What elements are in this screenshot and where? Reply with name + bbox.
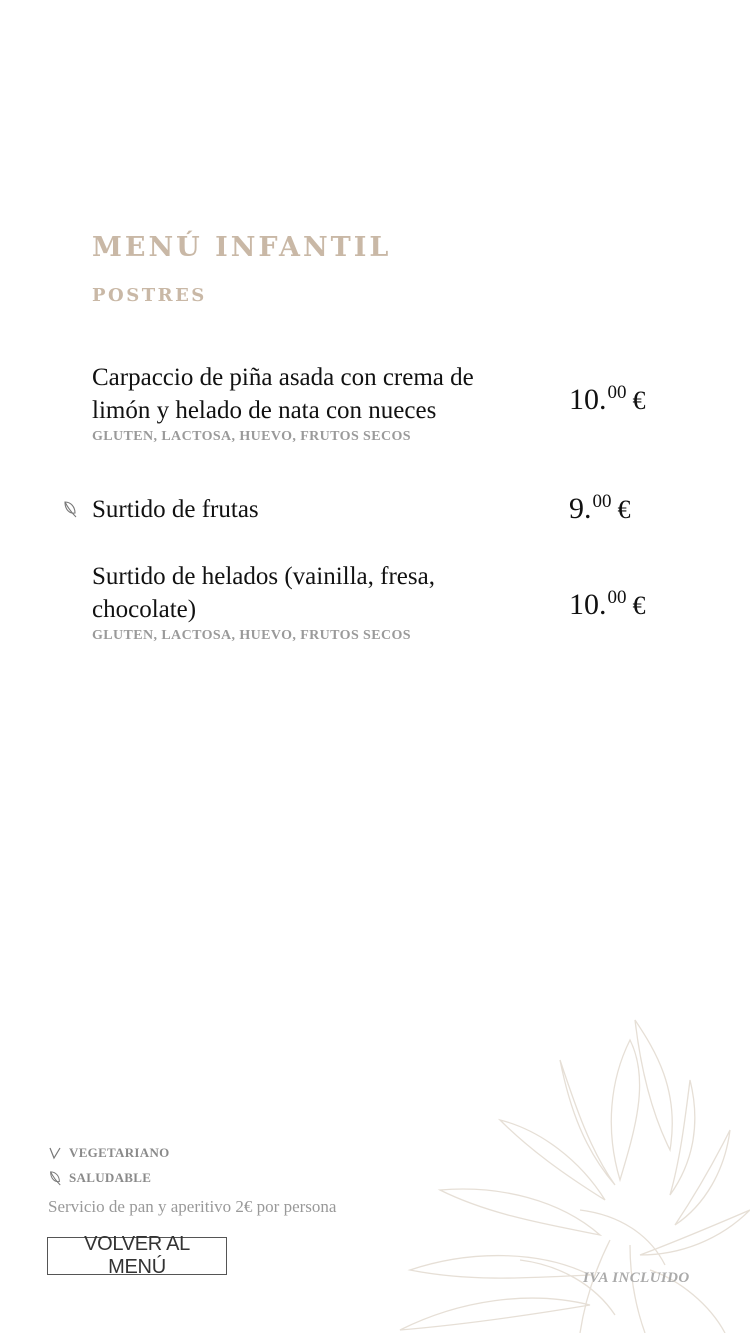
item-price [569,587,646,622]
legend-healthy [48,1169,151,1187]
tax-note: IVA INCLUIDO [583,1270,690,1286]
price-decimal: 00 [607,382,627,403]
flower-illustration [380,1010,750,1333]
price-currency: € [632,386,646,415]
item-price [569,382,646,417]
leaf-icon [48,1169,64,1187]
leaf-icon [62,499,78,519]
item-name: Surtido de frutas [92,496,259,523]
price-decimal: 00 [607,587,627,608]
price-integer: 10. [569,383,607,416]
section-title: POSTRES [92,285,207,306]
price-currency: € [632,591,646,620]
page-title: MENÚ INFANTIL [92,232,392,263]
back-to-menu-button[interactable]: VOLVER AL MENÚ [47,1237,227,1275]
item-allergens: GLUTEN, LACTOSA, HUEVO, FRUTOS SECOS [92,429,411,444]
service-note: Servicio de pan y aperitivo 2€ por persona [48,1197,337,1216]
legend-label: SALUDABLE [69,1170,152,1185]
price-integer: 10. [569,588,607,621]
v-icon [48,1144,64,1162]
price-decimal: 00 [592,491,612,512]
item-name: Surtido de helados (vainilla, fresa, chocolate) [92,563,435,623]
price-integer: 9. [569,492,592,525]
item-name: Carpaccio de piña asada con crema de limón y helado de nata con nueces [92,364,474,424]
price-currency: € [617,495,631,524]
legend-label: VEGETARIANO [69,1145,170,1160]
item-price [569,491,631,526]
item-allergens: GLUTEN, LACTOSA, HUEVO, FRUTOS SECOS [92,628,411,643]
legend-vegetarian [48,1144,170,1162]
